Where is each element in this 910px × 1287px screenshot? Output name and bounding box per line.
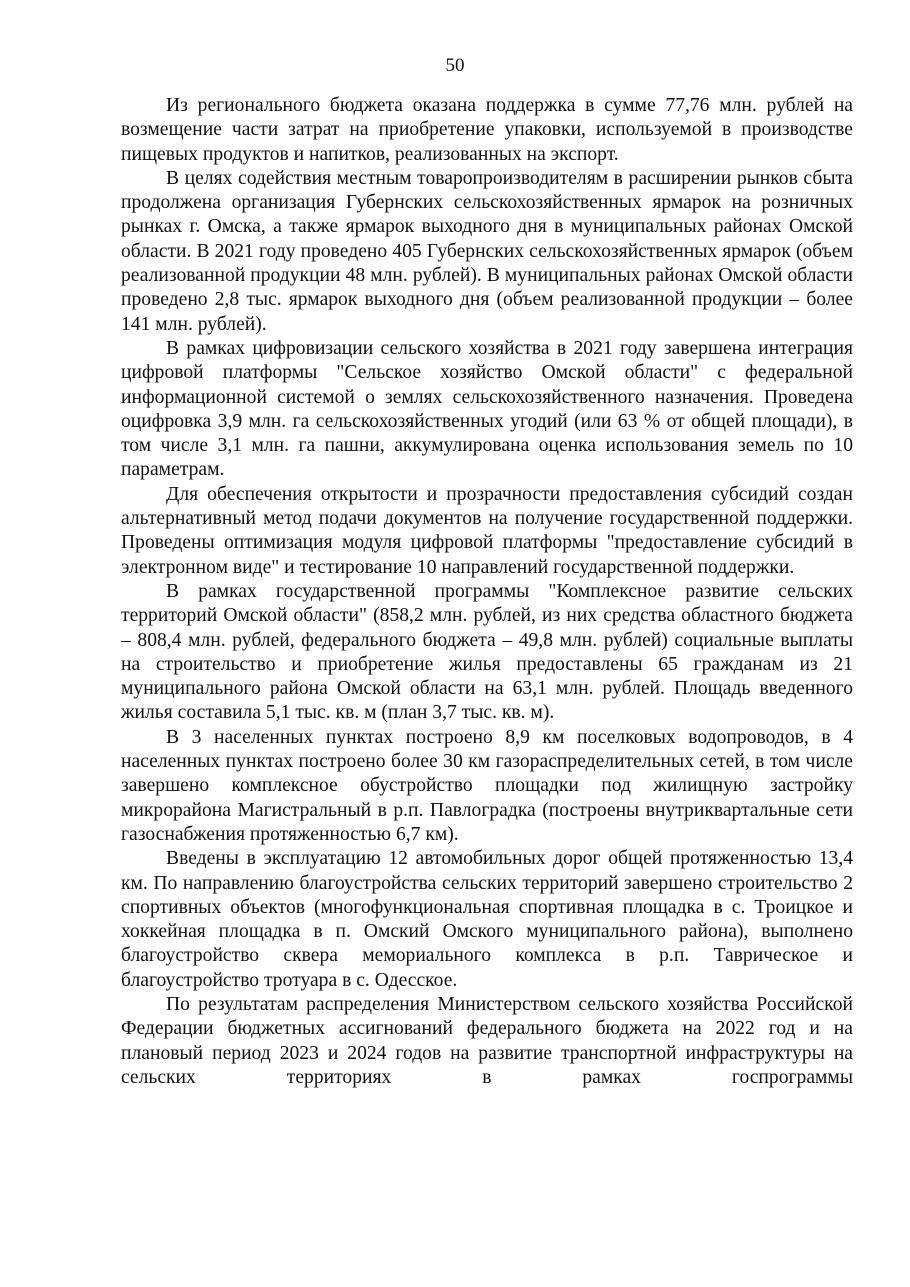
- paragraph-water-gas-networks: В 3 населенных пунктах построено 8,9 км поселковых водопроводов, в 4 населенных пунктах построено более 30 км газораспределительных сетей, в том числе завершено комплексное обустройство площадки под жилищную застройку микрорайона Магистральный в р.п. Павлоградка (построены внутриквартальные сети газоснабжения протяженностью 6,7 км).: [121, 726, 853, 845]
- document-body: [121, 94, 853, 1090]
- paragraph-roads-improvement: Введены в эксплуатацию 12 автомобильных дорог общей протяженностью 13,4 км. По направлению благоустройства сельских территорий завершено строительство 2 спортивных объектов (многофункциональная спортивная площадка в с. Троицкое и хоккейная площадка в п. Омский Омского муниципального района), выполнено благоустройство сквера мемориального комплекса в р.п. Таврическое и благоустройство тротуара в с. Одесское.: [121, 848, 853, 991]
- paragraph-packaging-subsidy: Из регионального бюджета оказана поддержка в сумме 77,76 млн. рублей на возмещение части затрат на приобретение упаковки, используемой в производстве пищевых продуктов и напитков, реализованных на экспорт.: [121, 95, 853, 165]
- paragraph-digitalization: В рамках цифровизации сельского хозяйства в 2021 году завершена интеграция цифровой платформы "Сельское хозяйство Омской области" с федеральной информационной системой о землях сельскохозяйственного назначения. Проведена оцифровка 3,9 млн. га сельскохозяйственных угодий (или 63 % от общей площади), в том числе 3,1 млн. га пашни, аккумулирована оценка использования земель по 10 параметрам.: [121, 337, 853, 481]
- paragraph-transport-infrastructure: По результатам распределения Министерством сельского хозяйства Российской Федерации бюджетных ассигнований федерального бюджета на 2022 год и на плановый период 2023 и 2024 годов на развитие транспортной инфраструктуры на сельских территориях в рамках госпрограммы: [121, 993, 853, 1088]
- paragraph-fairs: В целях содействия местным товаропроизводителям в расширении рынков сбыта продолжена организация Губернских сельскохозяйственных ярмарок на розничных рынках г. Омска, а также ярмарок выходного дня в муниципальных районах Омской области. В 2021 году проведено 405 Губернских сельскохозяйственных ярмарок (объем реализованной продукции 48 млн. рублей). В муниципальных районах Омской области проведено 2,8 тыс. ярмарок выходного дня (объем реализованной продукции – более 141 млн. рублей).: [121, 167, 853, 335]
- paragraph-rural-development-program: В рамках государственной программы "Комплексное развитие сельских территорий Омской области" (858,2 млн. рублей, из них средства областного бюджета – 808,4 млн. рублей, федерального бюджета – 49,8 млн. рублей) социальные выплаты на строительство и приобретение жилья предоставлены 65 гражданам из 21 муниципального района Омской области на 63,1 млн. рублей. Площадь введенного жилья составила 5,1 тыс. кв. м (план 3,7 тыс. кв. м).: [121, 580, 853, 724]
- page-number: 50: [445, 55, 465, 76]
- paragraph-subsidy-transparency: Для обеспечения открытости и прозрачности предоставления субсидий создан альтернативный метод подачи документов на получение государственной поддержки. Проведены оптимизация модуля цифровой платформы "предоставление субсидий в электронном виде" и тестирование 10 направлений государственной поддержки.: [121, 483, 853, 578]
